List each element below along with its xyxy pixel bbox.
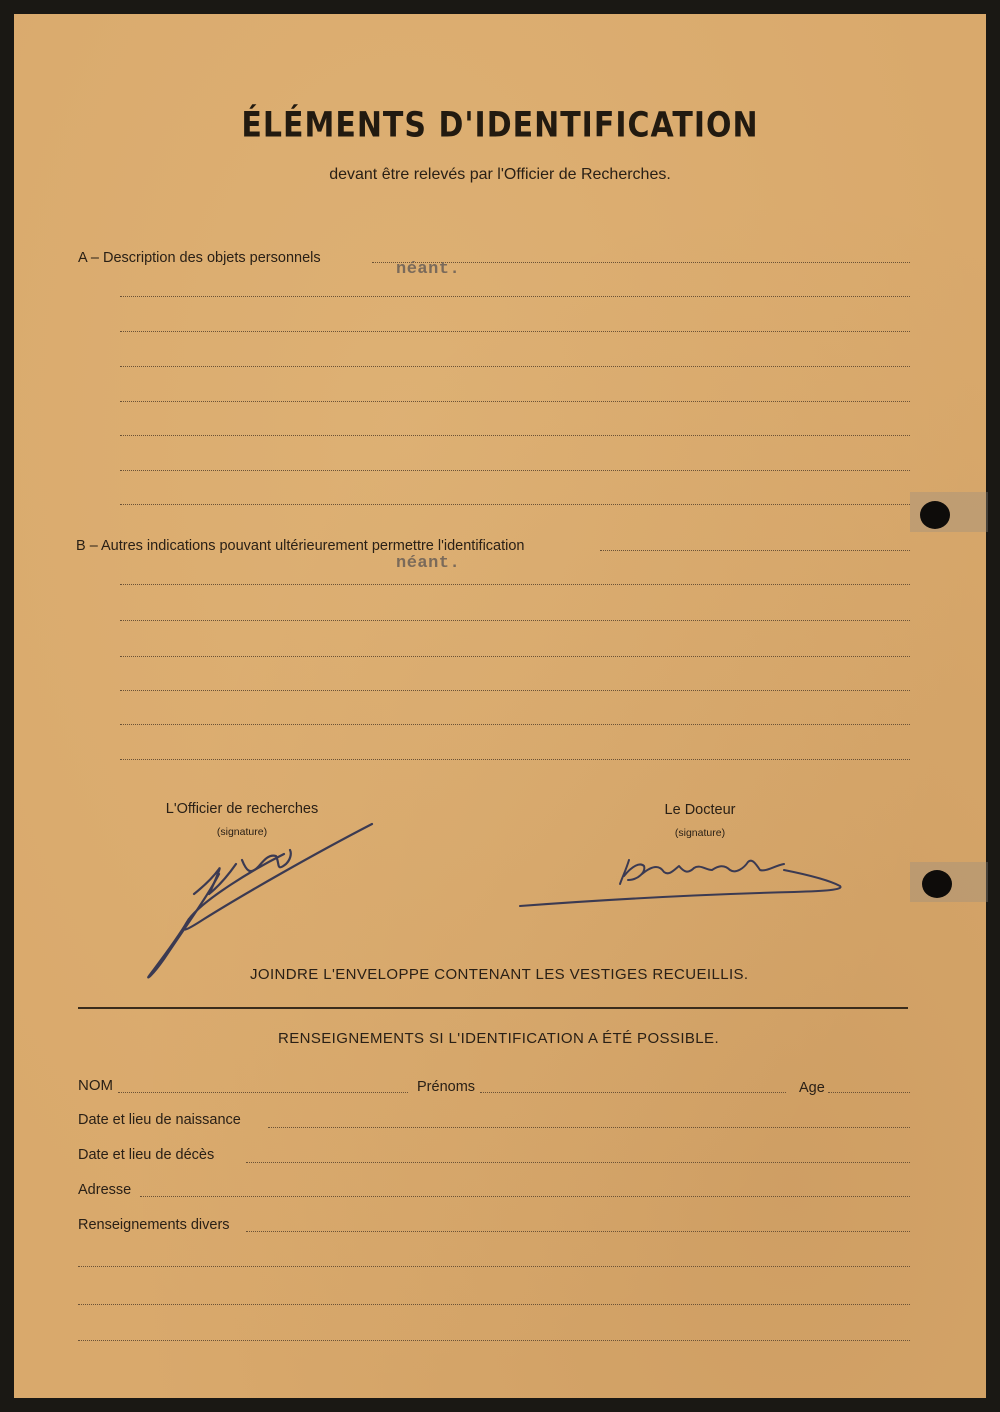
misc-label: Renseignements divers bbox=[78, 1217, 230, 1233]
document-sheet bbox=[14, 14, 986, 1398]
misc-field-line bbox=[78, 1340, 910, 1341]
handwritten-signatures bbox=[14, 14, 986, 1398]
info-section-heading: RENSEIGNEMENTS SI L'IDENTIFICATION A ÉTÉ POSSIBLE. bbox=[278, 1030, 720, 1047]
misc-field-line bbox=[78, 1266, 910, 1267]
officer-signature-title: L'Officier de recherches bbox=[165, 801, 319, 817]
nom-field-line bbox=[118, 1092, 408, 1093]
prenoms-field-line bbox=[480, 1092, 786, 1093]
doctor-signature-hint: (signature) bbox=[674, 827, 726, 839]
age-field-line bbox=[828, 1092, 910, 1093]
section-divider bbox=[78, 1007, 908, 1009]
officer-signature-mark bbox=[148, 824, 372, 977]
page-subtitle: devant être relevés par l'Officier de Recherches. bbox=[329, 166, 671, 183]
doctor-signature-title: Le Docteur bbox=[664, 802, 736, 818]
misc-field-line bbox=[246, 1231, 910, 1232]
death-field-line bbox=[246, 1162, 910, 1163]
age-label: Age bbox=[799, 1080, 825, 1096]
doctor-signature-mark bbox=[520, 860, 841, 906]
punch-hole bbox=[920, 501, 950, 529]
punch-hole bbox=[922, 870, 952, 898]
envelope-instruction: JOINDRE L'ENVELOPPE CONTENANT LES VESTIGES RECUEILLIS. bbox=[250, 966, 749, 983]
section-a-typed-value: néant. bbox=[396, 260, 461, 279]
section-a-label: A – Description des objets personnels bbox=[78, 250, 321, 266]
prenoms-label: Prénoms bbox=[417, 1079, 476, 1095]
birth-label: Date et lieu de naissance bbox=[78, 1112, 241, 1128]
birth-field-line bbox=[268, 1127, 910, 1128]
death-label: Date et lieu de décès bbox=[78, 1147, 215, 1163]
officer-signature-hint: (signature) bbox=[216, 826, 268, 838]
nom-label: NOM bbox=[78, 1077, 113, 1094]
page-title: ÉLÉMENTS D'IDENTIFICATION bbox=[241, 105, 759, 146]
address-field-line bbox=[140, 1196, 910, 1197]
section-b-typed-value: néant. bbox=[396, 554, 461, 573]
misc-field-line bbox=[78, 1304, 910, 1305]
section-b-label: B – Autres indications pouvant ultérieurement permettre l'identification bbox=[76, 538, 525, 554]
address-label: Adresse bbox=[78, 1182, 132, 1198]
